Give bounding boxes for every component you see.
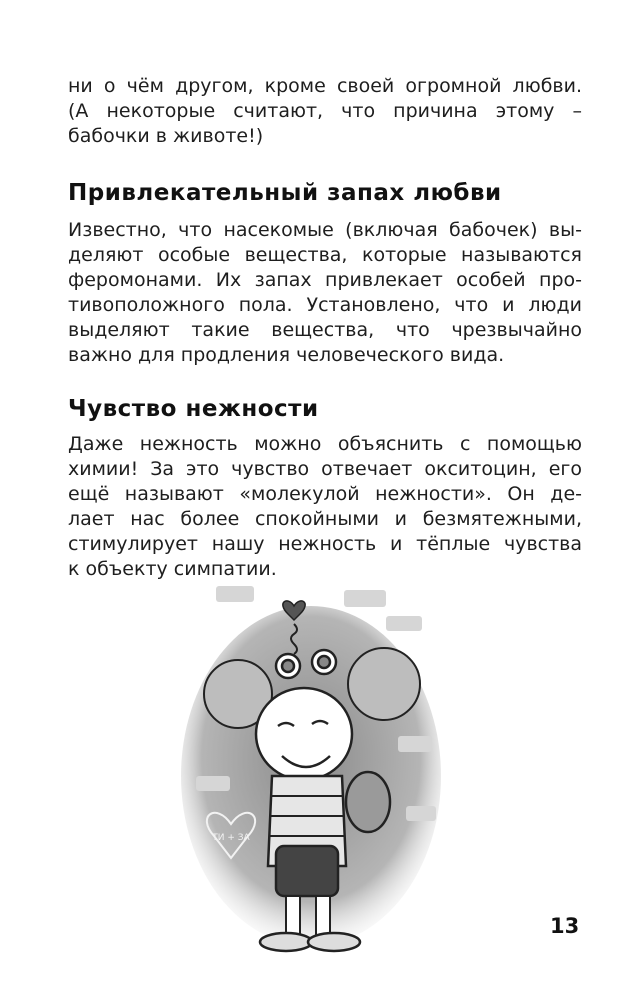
section-heading-attraction-scent: Привлекательный запах любви <box>68 180 502 206</box>
text-line: выделяют такие вещества, что чрезвычайно <box>68 319 582 341</box>
section-2-paragraph <box>68 432 582 582</box>
text-line: стимулирует нашу нежность и тёплые чувства <box>68 533 582 555</box>
section-1-paragraph <box>68 218 582 368</box>
text-line: тивоположного пола. Установлено, что и люди <box>68 294 582 316</box>
intro-paragraph <box>68 74 582 149</box>
backpack <box>346 772 390 832</box>
text-line: (А некоторые считают, что причина этому – <box>68 100 582 122</box>
text-line: химии! За это чувство отвечает окситоцин, его <box>68 458 582 480</box>
text-line: лает нас более спокойными и безмятежными, <box>68 508 582 530</box>
text-line: к объекту симпатии. <box>68 558 277 580</box>
text-line: деляют особые вещества, которые называются <box>68 244 582 266</box>
text-line: Известно, что насекомые (включая бабочек) вы- <box>68 219 582 241</box>
section-heading-tenderness: Чувство нежности <box>68 396 319 422</box>
graffiti-heart-text: ТИ + ЗА <box>212 833 250 843</box>
text-line: феромонами. Их запах привлекает особей про- <box>68 269 582 291</box>
overalls <box>276 846 338 896</box>
text-line: ни о чём другом, кроме своей огромной любви. <box>68 75 582 97</box>
text-line: Даже нежность можно объяснить с помощью <box>68 433 582 455</box>
shoe-left <box>260 933 312 951</box>
text-line: ещё называют «молекулой нежности». Он де- <box>68 483 582 505</box>
text-line: бабочки в животе!) <box>68 125 264 147</box>
page-number: 13 <box>550 914 580 938</box>
child-illustration <box>176 566 446 966</box>
text-line: важно для продления человеческого вида. <box>68 344 505 366</box>
shoe-right <box>308 933 360 951</box>
